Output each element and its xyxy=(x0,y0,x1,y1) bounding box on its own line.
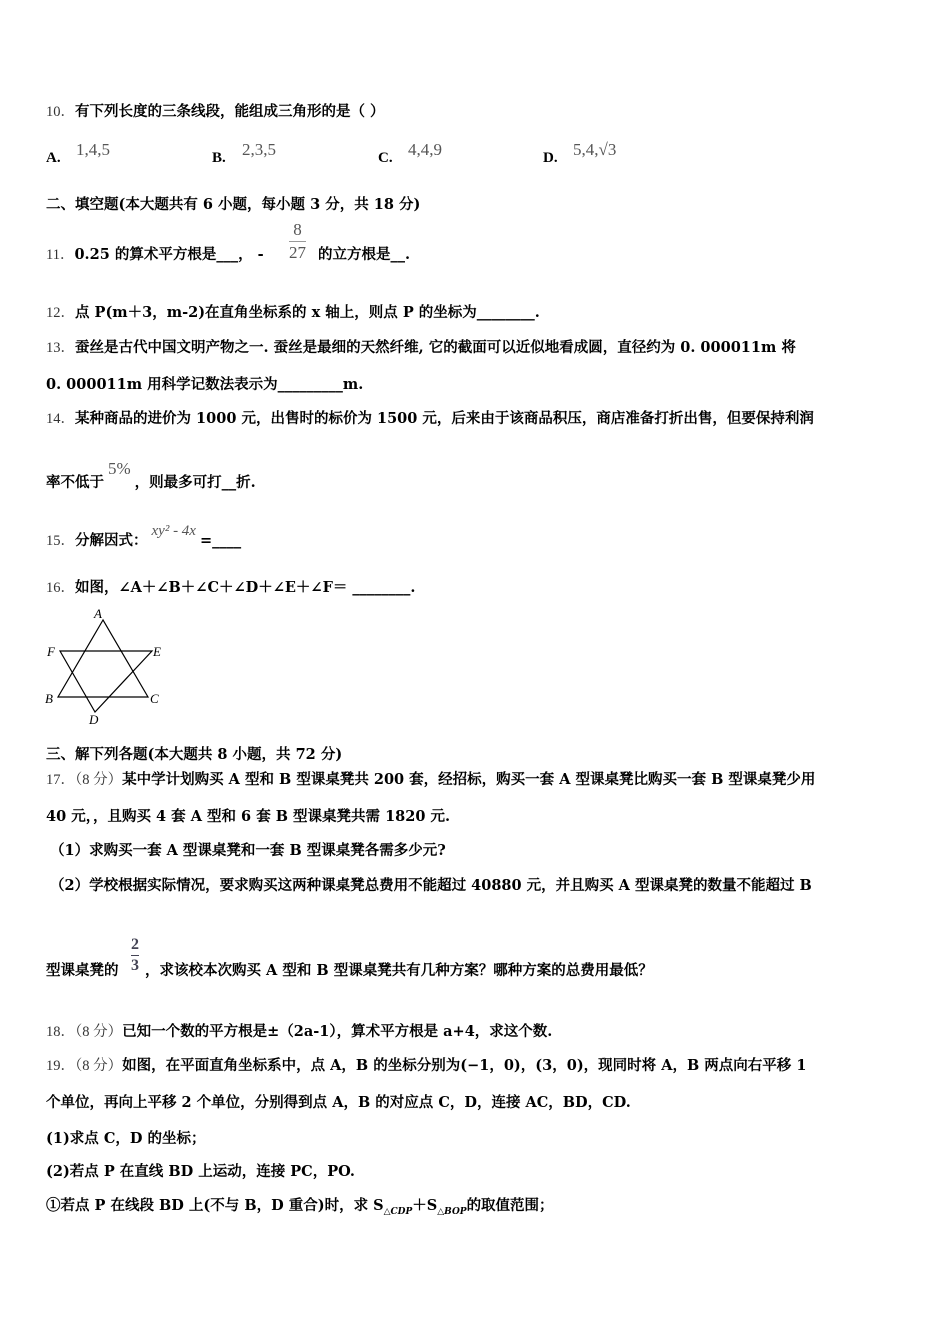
answer-blank: =____ xyxy=(199,532,242,549)
question-number: 12． xyxy=(46,305,75,321)
option-b-label: B. xyxy=(212,150,226,166)
text: ＋S xyxy=(412,1197,438,1214)
text: ，则最多可打__折. xyxy=(134,474,256,491)
triangle-fed xyxy=(60,651,152,712)
question-number: 19． xyxy=(46,1058,75,1074)
question-number: 11． xyxy=(46,247,75,263)
question-text: 蚕丝是古代中国文明产物之一. 蚕丝是最细的天然纤维, 它的截面可以近似地看成圆，直径约为 0. 000011m 将 xyxy=(75,339,796,356)
question-17 xyxy=(46,771,815,789)
question-19-part2-1 xyxy=(46,1197,554,1221)
question-17-part1: （1）求购买一套 A 型课桌凳和一套 B 型课桌凳各需多少元? xyxy=(50,842,446,859)
denominator: 3 xyxy=(131,957,139,974)
question-17-line5-tail: ，求该校本次购买 A 型和 B 型课桌凳共有几种方案？哪种方案的总费用最低？ xyxy=(145,962,653,979)
label-e: E xyxy=(153,644,161,659)
label-d: D xyxy=(89,712,99,727)
question-number: 15． xyxy=(46,533,75,549)
fraction-8-27 xyxy=(289,220,306,263)
question-text: 已知一个数的平方根是±（2a-1），算术平方根是 a+4，求这个数. xyxy=(122,1023,553,1040)
section-2-heading: 二、填空题(本大题共有 6 小题，每小题 3 分，共 18 分) xyxy=(46,196,421,213)
option-a-label: A. xyxy=(46,150,61,166)
question-text: 分解因式： xyxy=(75,532,148,549)
question-19 xyxy=(46,1057,806,1075)
question-13-line2: 0. 000011m 用科学记数法表示为_________m. xyxy=(46,376,364,393)
question-19-part1: (1)求点 C，D 的坐标； xyxy=(46,1130,206,1147)
text: 的取值范围； xyxy=(466,1197,554,1214)
option-a-value: 1,4,5 xyxy=(76,140,110,159)
question-text: 如图，在平面直角坐标系中，点 A，B 的坐标分别为(−1，0)，(3，0)，现同时将 A，B 两点向右平移 1 xyxy=(122,1057,807,1074)
question-19-part2: (2)若点 P 在直线 BD 上运动，连接 PC，PO. xyxy=(46,1163,355,1180)
fraction-2-3 xyxy=(131,936,139,975)
question-number: 14． xyxy=(46,411,75,427)
question-text: 有下列长度的三条线段，能组成三角形的是（ ） xyxy=(75,103,385,120)
points: （8 分） xyxy=(75,1024,123,1040)
option-c-value: 4,4,9 xyxy=(408,140,442,159)
question-text: 如图，∠A＋∠B＋∠C＋∠D＋∠E＋∠F＝ ________. xyxy=(75,579,416,596)
math-expression: xy² - 4x xyxy=(151,523,196,539)
question-text: 某种商品的进价为 1000 元，出售时的标价为 1500 元，后来由于该商品积压，商店准备打折出售，但要保持利润 xyxy=(75,410,814,427)
question-number: 18． xyxy=(46,1024,75,1040)
question-17-part2: （2）学校根据实际情况，要求购买这两种课桌凳总费用不能超过 40880 元，并且购买 A 型课桌凳的数量不能超过 B xyxy=(50,877,812,894)
label-f: F xyxy=(47,644,55,659)
star-figure xyxy=(0,0,200,740)
question-text: 某中学计划购买 A 型和 B 型课桌凳共 200 套，经招标，购买一套 A 型课桌凳比购买一套 B 型课桌凳少用 xyxy=(122,771,816,788)
minus-sign: - xyxy=(257,246,264,263)
question-number: 17． xyxy=(46,772,75,788)
percent-value: 5% xyxy=(108,459,131,478)
denominator: 27 xyxy=(289,243,306,262)
question-number: 13． xyxy=(46,340,75,356)
question-number: 16． xyxy=(46,580,75,596)
label-b: B xyxy=(45,691,53,706)
numerator: 2 xyxy=(131,936,139,953)
points: （8 分） xyxy=(75,772,123,788)
question-11-tail: 的立方根是__. xyxy=(318,246,411,263)
option-d-label: D. xyxy=(543,150,558,166)
question-17-line5: 型课桌凳的 xyxy=(46,962,119,979)
section-3-heading: 三、解下列各题(本大题共 8 小题，共 72 分) xyxy=(46,746,343,763)
question-text: 0.25 的算术平方根是___， xyxy=(74,246,253,263)
question-17-line2: 40 元，，且购买 4 套 A 型和 6 套 B 型课桌凳共需 1820 元. xyxy=(46,808,451,825)
points: （8 分） xyxy=(75,1058,123,1074)
question-19-line2: 个单位，再向上平移 2 个单位，分别得到点 A，B 的对应点 C，D，连接 AC，BD，CD. xyxy=(46,1094,631,1111)
subscript: △CDP xyxy=(383,1206,413,1217)
label-c: C xyxy=(150,691,159,706)
label-a: A xyxy=(94,606,102,621)
question-number: 10． xyxy=(46,104,75,120)
option-c-label: C. xyxy=(378,150,393,166)
question-18 xyxy=(46,1023,552,1041)
numerator: 8 xyxy=(293,220,302,239)
text: ①若点 P 在线段 BD 上(不与 B，D 重合)时，求 S xyxy=(46,1197,384,1214)
question-text: 点 P(m＋3，m-2)在直角坐标系的 x 轴上，则点 P 的坐标为________. xyxy=(75,304,540,321)
subscript: △BOP xyxy=(437,1206,467,1217)
option-b-value: 2,3,5 xyxy=(242,140,276,159)
triangle-abc xyxy=(58,620,148,697)
option-d-value: 5,4,√3 xyxy=(573,140,617,159)
text: 率不低于 xyxy=(46,474,104,491)
